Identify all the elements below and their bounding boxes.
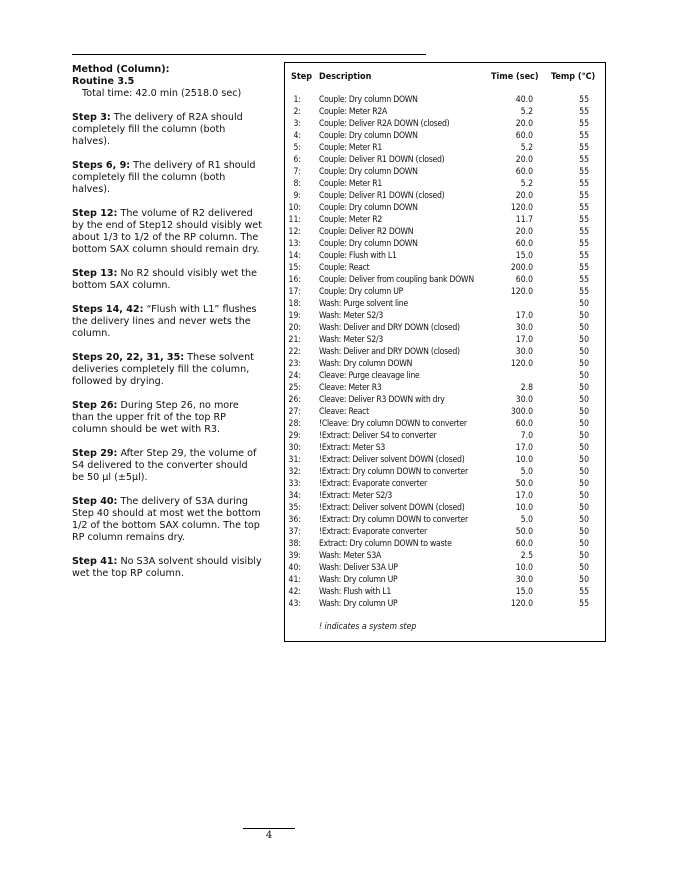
step-number: 5: xyxy=(293,143,301,153)
table-row xyxy=(285,166,605,178)
step-temp: 55 xyxy=(579,287,589,297)
table-row xyxy=(285,322,605,334)
step-temp: 50 xyxy=(579,491,589,501)
step-number: 32: xyxy=(288,467,301,477)
step-time: 5.2 xyxy=(520,107,533,117)
step-time: 20.0 xyxy=(515,191,533,201)
step-number: 42: xyxy=(288,587,301,597)
step-number: 43: xyxy=(288,599,301,609)
step-temp: 55 xyxy=(579,587,589,597)
table-row xyxy=(285,262,605,274)
step-description: Couple: Dry column UP xyxy=(319,287,404,297)
table-row xyxy=(285,226,605,238)
step-temp: 55 xyxy=(579,215,589,225)
step-description: Cleave: Purge cleavage line xyxy=(319,371,420,381)
step-temp: 50 xyxy=(579,371,589,381)
step-description: Couple: Dry column DOWN xyxy=(319,167,418,177)
step-number: 10: xyxy=(288,203,301,213)
table-row xyxy=(285,514,605,526)
table-row xyxy=(285,370,605,382)
step-time: 15.0 xyxy=(515,587,533,597)
step-temp: 50 xyxy=(579,479,589,489)
step-time: 17.0 xyxy=(515,491,533,501)
step-time: 10.0 xyxy=(515,455,533,465)
step-description: Couple: Meter R1 xyxy=(319,143,383,153)
step-temp: 55 xyxy=(579,227,589,237)
step-number: 41: xyxy=(288,575,301,585)
step-number: 2: xyxy=(293,107,301,117)
step-description: Wash: Dry column DOWN xyxy=(319,359,413,369)
header-description: Description xyxy=(319,72,372,82)
step-number: 22: xyxy=(288,347,301,357)
step-description: Extract: Dry column DOWN to waste xyxy=(319,539,452,549)
step-time: 200.0 xyxy=(510,263,533,273)
table-row xyxy=(285,562,605,574)
table-row xyxy=(285,430,605,442)
step-number: 4: xyxy=(293,131,301,141)
step-time: 60.0 xyxy=(515,131,533,141)
step-time: 60.0 xyxy=(515,275,533,285)
table-row xyxy=(285,574,605,586)
step-note-label: Steps 20, 22, 31, 35: xyxy=(72,352,185,363)
step-description: Wash: Deliver and DRY DOWN (closed) xyxy=(319,323,460,333)
step-note-label: Step 26: xyxy=(72,400,118,411)
step-notes xyxy=(72,112,262,580)
system-step-footnote: ! indicates a system step xyxy=(319,622,417,632)
step-description: Wash: Meter S3A xyxy=(319,551,382,561)
step-temp: 50 xyxy=(579,575,589,585)
step-description: !Extract: Dry column DOWN to converter xyxy=(319,515,468,525)
step-note-text: These solvent deliveries completely fill the column, followed by drying. xyxy=(72,352,254,387)
step-note-text: The delivery of S3A during Step 40 should at most wet the bottom 1/2 of the bottom SAX column. The top RP column remains dry. xyxy=(72,496,261,543)
step-note xyxy=(72,160,262,196)
step-description: Couple: React xyxy=(319,263,370,273)
step-description: !Extract: Deliver S4 to converter xyxy=(319,431,437,441)
step-temp: 55 xyxy=(579,191,589,201)
step-note-label: Steps 6, 9: xyxy=(72,160,131,171)
step-description: !Extract: Deliver solvent DOWN (closed) xyxy=(319,503,465,513)
step-number: 36: xyxy=(288,515,301,525)
step-number: 33: xyxy=(288,479,301,489)
step-description: Wash: Meter S2/3 xyxy=(319,335,384,345)
step-note-label: Step 12: xyxy=(72,208,118,219)
step-time: 15.0 xyxy=(515,251,533,261)
table-row xyxy=(285,130,605,142)
table-row xyxy=(285,550,605,562)
step-description: Wash: Deliver and DRY DOWN (closed) xyxy=(319,347,460,357)
step-description: !Extract: Meter S2/3 xyxy=(319,491,393,501)
step-temp: 50 xyxy=(579,443,589,453)
step-note xyxy=(72,556,262,580)
step-note-text: No R2 should visibly wet the bottom SAX column. xyxy=(72,268,257,291)
step-description: Couple: Dry column DOWN xyxy=(319,239,418,249)
step-time: 60.0 xyxy=(515,239,533,249)
step-temp: 50 xyxy=(579,335,589,345)
step-number: 7: xyxy=(293,167,301,177)
step-time: 120.0 xyxy=(510,203,533,213)
steps-table xyxy=(284,62,606,642)
table-row xyxy=(285,334,605,346)
step-temp: 50 xyxy=(579,395,589,405)
header-temp: Temp (°C) xyxy=(551,72,596,82)
step-note xyxy=(72,112,262,148)
step-description: Couple: Deliver R2 DOWN xyxy=(319,227,414,237)
step-number: 24: xyxy=(288,371,301,381)
step-time: 20.0 xyxy=(515,227,533,237)
step-temp: 50 xyxy=(579,455,589,465)
step-note xyxy=(72,448,262,484)
step-number: 30: xyxy=(288,443,301,453)
top-rule xyxy=(72,54,426,55)
step-time: 17.0 xyxy=(515,443,533,453)
step-description: !Extract: Dry column DOWN to converter xyxy=(319,467,468,477)
step-time: 30.0 xyxy=(515,395,533,405)
step-time: 120.0 xyxy=(510,287,533,297)
step-number: 34: xyxy=(288,491,301,501)
step-description: Couple: Meter R1 xyxy=(319,179,383,189)
table-row xyxy=(285,442,605,454)
table-row xyxy=(285,238,605,250)
table-row xyxy=(285,118,605,130)
step-number: 13: xyxy=(288,239,301,249)
step-note-text: After Step 29, the volume of S4 delivered to the converter should be 50 µl (±5µl). xyxy=(72,448,257,483)
step-temp: 55 xyxy=(579,203,589,213)
step-time: 120.0 xyxy=(510,599,533,609)
step-time: 2.8 xyxy=(520,383,533,393)
step-temp: 55 xyxy=(579,275,589,285)
step-description: Wash: Deliver S3A UP xyxy=(319,563,398,573)
table-row xyxy=(285,142,605,154)
step-description: Couple: Deliver R1 DOWN (closed) xyxy=(319,191,445,201)
step-number: 27: xyxy=(288,407,301,417)
step-time: 17.0 xyxy=(515,335,533,345)
step-number: 20: xyxy=(288,323,301,333)
step-description: Couple: Meter R2A xyxy=(319,107,388,117)
table-row xyxy=(285,406,605,418)
step-description: Wash: Flush with L1 xyxy=(319,587,392,597)
step-note xyxy=(72,400,262,436)
step-time: 30.0 xyxy=(515,323,533,333)
table-row xyxy=(285,286,605,298)
step-temp: 55 xyxy=(579,131,589,141)
table-row xyxy=(285,394,605,406)
table-row xyxy=(285,178,605,190)
step-number: 38: xyxy=(288,539,301,549)
table-row xyxy=(285,526,605,538)
table-row xyxy=(285,298,605,310)
step-number: 25: xyxy=(288,383,301,393)
step-note-text: “Flush with L1” flushes the delivery lines and never wets the column. xyxy=(72,304,257,339)
step-number: 15: xyxy=(288,263,301,273)
table-row xyxy=(285,358,605,370)
table-row xyxy=(285,310,605,322)
step-temp: 55 xyxy=(579,107,589,117)
step-time: 20.0 xyxy=(515,119,533,129)
table-row xyxy=(285,454,605,466)
step-number: 16: xyxy=(288,275,301,285)
step-temp: 50 xyxy=(579,515,589,525)
step-note-text: The volume of R2 delivered by the end of Step12 should visibly wet about 1/3 to 1/2 of the RP column. The bottom SAX column should remain dry. xyxy=(72,208,262,255)
step-number: 40: xyxy=(288,563,301,573)
step-time: 5.2 xyxy=(520,179,533,189)
step-note-text: During Step 26, no more than the upper frit of the top RP column should be wet with R3. xyxy=(72,400,239,435)
step-number: 11: xyxy=(288,215,301,225)
step-temp: 50 xyxy=(579,503,589,513)
step-description: Couple: Deliver R2A DOWN (closed) xyxy=(319,119,450,129)
step-temp: 50 xyxy=(579,359,589,369)
table-row xyxy=(285,202,605,214)
step-number: 26: xyxy=(288,395,301,405)
table-row xyxy=(285,502,605,514)
step-description: Wash: Purge solvent line xyxy=(319,299,408,309)
step-note-text: The delivery of R2A should completely fill the column (both halves). xyxy=(72,112,243,147)
step-description: Cleave: Deliver R3 DOWN with dry xyxy=(319,395,445,405)
table-row xyxy=(285,154,605,166)
step-note xyxy=(72,496,262,544)
step-note xyxy=(72,208,262,256)
step-note xyxy=(72,268,262,292)
step-note-text: The delivery of R1 should completely fill the column (both halves). xyxy=(72,160,256,195)
step-note-label: Steps 14, 42: xyxy=(72,304,144,315)
step-description: !Cleave: Dry column DOWN to converter xyxy=(319,419,467,429)
step-number: 6: xyxy=(293,155,301,165)
step-time: 5.0 xyxy=(520,467,533,477)
table-row xyxy=(285,346,605,358)
table-rows xyxy=(285,94,605,610)
step-number: 17: xyxy=(288,287,301,297)
step-time: 30.0 xyxy=(515,347,533,357)
step-number: 9: xyxy=(293,191,301,201)
step-description: Couple: Meter R2 xyxy=(319,215,383,225)
step-number: 8: xyxy=(293,179,301,189)
step-note-label: Step 3: xyxy=(72,112,111,123)
step-description: Couple: Deliver from coupling bank DOWN xyxy=(319,275,474,285)
step-temp: 50 xyxy=(579,539,589,549)
step-time: 30.0 xyxy=(515,575,533,585)
step-description: Couple: Deliver R1 DOWN (closed) xyxy=(319,155,445,165)
step-temp: 55 xyxy=(579,239,589,249)
method-title: Method (Column): xyxy=(72,64,170,75)
step-description: Cleave: React xyxy=(319,407,369,417)
step-time: 5.2 xyxy=(520,143,533,153)
table-row xyxy=(285,586,605,598)
step-temp: 55 xyxy=(579,155,589,165)
step-temp: 50 xyxy=(579,431,589,441)
step-time: 40.0 xyxy=(515,95,533,105)
step-description: Cleave: Meter R3 xyxy=(319,383,382,393)
routine-title: Routine 3.5 xyxy=(72,76,135,87)
step-time: 300.0 xyxy=(510,407,533,417)
table-row xyxy=(285,490,605,502)
step-time: 2.5 xyxy=(520,551,533,561)
total-time: Total time: 42.0 min (2518.0 sec) xyxy=(82,88,242,99)
step-number: 12: xyxy=(288,227,301,237)
step-temp: 50 xyxy=(579,347,589,357)
step-description: !Extract: Meter S3 xyxy=(319,443,386,453)
step-number: 28: xyxy=(288,419,301,429)
step-description: !Extract: Evaporate converter xyxy=(319,527,427,537)
step-note-text: No S3A solvent should visibly wet the top RP column. xyxy=(72,556,262,579)
table-row xyxy=(285,418,605,430)
step-time: 60.0 xyxy=(515,419,533,429)
step-temp: 55 xyxy=(579,167,589,177)
step-number: 23: xyxy=(288,359,301,369)
table-row xyxy=(285,478,605,490)
step-number: 35: xyxy=(288,503,301,513)
table-row xyxy=(285,598,605,610)
step-temp: 50 xyxy=(579,407,589,417)
step-note xyxy=(72,304,262,340)
step-time: 120.0 xyxy=(510,359,533,369)
step-temp: 55 xyxy=(579,95,589,105)
step-number: 18: xyxy=(288,299,301,309)
step-description: Wash: Dry column UP xyxy=(319,599,398,609)
step-temp: 55 xyxy=(579,119,589,129)
table-row xyxy=(285,538,605,550)
step-description: Wash: Meter S2/3 xyxy=(319,311,384,321)
table-row xyxy=(285,94,605,106)
step-temp: 50 xyxy=(579,551,589,561)
step-note-label: Step 40: xyxy=(72,496,118,507)
step-description: !Extract: Deliver solvent DOWN (closed) xyxy=(319,455,465,465)
step-number: 37: xyxy=(288,527,301,537)
step-temp: 50 xyxy=(579,527,589,537)
step-number: 1: xyxy=(293,95,301,105)
table-row xyxy=(285,190,605,202)
step-temp: 55 xyxy=(579,599,589,609)
step-time: 17.0 xyxy=(515,311,533,321)
step-time: 20.0 xyxy=(515,155,533,165)
step-time: 10.0 xyxy=(515,503,533,513)
step-temp: 50 xyxy=(579,467,589,477)
table-row xyxy=(285,250,605,262)
step-time: 7.0 xyxy=(520,431,533,441)
step-temp: 55 xyxy=(579,251,589,261)
step-temp: 50 xyxy=(579,419,589,429)
step-time: 60.0 xyxy=(515,539,533,549)
step-number: 29: xyxy=(288,431,301,441)
step-time: 11.7 xyxy=(515,215,533,225)
step-number: 14: xyxy=(288,251,301,261)
table-row xyxy=(285,106,605,118)
table-row xyxy=(285,382,605,394)
step-temp: 50 xyxy=(579,323,589,333)
step-number: 19: xyxy=(288,311,301,321)
step-temp: 50 xyxy=(579,383,589,393)
page-number: 4 xyxy=(265,830,273,841)
step-number: 3: xyxy=(293,119,301,129)
step-description: Couple: Flush with L1 xyxy=(319,251,397,261)
step-time: 60.0 xyxy=(515,167,533,177)
step-description: Couple: Dry column DOWN xyxy=(319,203,418,213)
step-temp: 55 xyxy=(579,263,589,273)
step-number: 39: xyxy=(288,551,301,561)
step-note-label: Step 13: xyxy=(72,268,118,279)
step-temp: 55 xyxy=(579,143,589,153)
step-time: 10.0 xyxy=(515,563,533,573)
step-time: 50.0 xyxy=(515,479,533,489)
step-time: 5.0 xyxy=(520,515,533,525)
step-note-label: Step 29: xyxy=(72,448,118,459)
page-number-rule xyxy=(243,828,295,829)
header-time: Time (sec) xyxy=(491,72,539,82)
step-temp: 55 xyxy=(579,179,589,189)
step-time: 50.0 xyxy=(515,527,533,537)
step-temp: 50 xyxy=(579,563,589,573)
table-row xyxy=(285,274,605,286)
step-temp: 50 xyxy=(579,299,589,309)
table-row xyxy=(285,214,605,226)
step-description: Couple: Dry column DOWN xyxy=(319,95,418,105)
step-note-label: Step 41: xyxy=(72,556,118,567)
step-description: !Extract: Evaporate converter xyxy=(319,479,427,489)
header-step: Step xyxy=(291,72,312,82)
step-description: Couple: Dry column DOWN xyxy=(319,131,418,141)
table-row xyxy=(285,466,605,478)
method-notes-column xyxy=(72,64,262,592)
step-note xyxy=(72,352,262,388)
step-number: 31: xyxy=(288,455,301,465)
step-description: Wash: Dry column UP xyxy=(319,575,398,585)
step-number: 21: xyxy=(288,335,301,345)
step-temp: 50 xyxy=(579,311,589,321)
